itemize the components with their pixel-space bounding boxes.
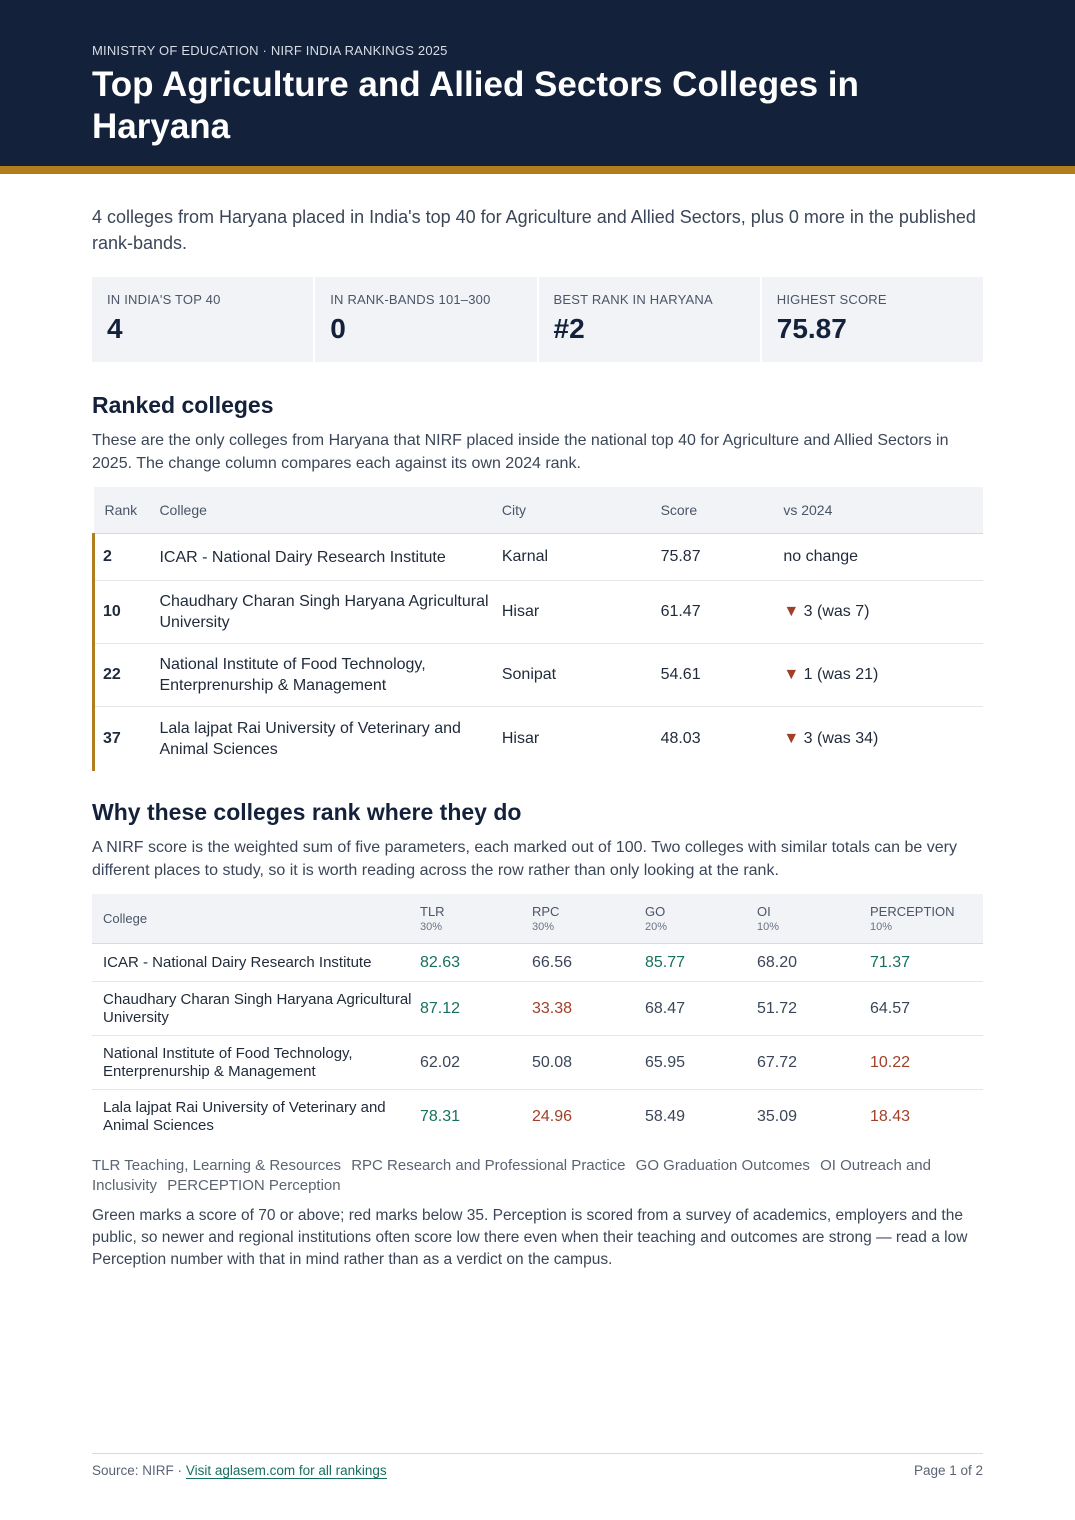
college-cell: Lala lajpat Rai University of Veterinary and Animal Sciences — [103, 1098, 386, 1134]
score-cell: 61.47 — [661, 581, 784, 644]
param-weight: 10% — [757, 921, 780, 933]
score-cell: 58.49 — [645, 1107, 686, 1125]
ranked-colleges-table — [92, 487, 983, 771]
legend-item: GO Graduation Outcomes — [635, 1157, 810, 1174]
rankings-link[interactable]: Visit aglasem.com for all rankings — [185, 1463, 387, 1478]
intro-text: 4 colleges from Haryana placed in India's top 40 for Agriculture and Allied Sectors, plus 0 more in the published rank-bands. — [92, 207, 976, 253]
score-cell: 10.22 — [870, 1036, 983, 1090]
score-cell: 35.09 — [757, 1107, 798, 1125]
college-cell: Chaudhary Charan Singh Haryana Agricultural University — [92, 982, 420, 1036]
score-cell: 67.72 — [757, 1036, 870, 1090]
college-cell: ICAR - National Dairy Research Institute — [159, 534, 501, 581]
stat-value: #2 — [553, 313, 585, 344]
table-header-row — [94, 487, 984, 534]
color-note: Green marks a score of 70 or above; red marks below 35. Perception is scored from a survey of academics, employers and the public, so newer and regional institutions often score low there even when their teaching and outcomes are strong — read a low Perception number with that in mind rather than as a verdict on the campus. — [92, 1207, 968, 1268]
city-cell: Hisar — [502, 581, 661, 644]
city-cell: Hisar — [501, 729, 540, 747]
score-cell: 18.43 — [870, 1107, 911, 1125]
param-name: OI — [757, 904, 771, 919]
score-cell: 87.12 — [420, 982, 532, 1036]
footer-divider — [92, 1453, 983, 1454]
stat-card-top40 — [92, 277, 313, 362]
column-header: College — [92, 894, 420, 944]
change-cell — [783, 644, 983, 707]
score-cell: 66.56 — [532, 944, 645, 982]
param-weight: 10% — [870, 921, 893, 933]
down-arrow-icon: ▼ — [783, 666, 800, 683]
legend-item: PERCEPTION Perception — [167, 1177, 341, 1194]
change-cell — [783, 534, 983, 581]
rank-cell: 22 — [94, 644, 160, 707]
param-weight: 30% — [532, 921, 555, 933]
score-cell: 48.03 — [660, 729, 701, 747]
table-row — [94, 707, 984, 771]
score-cell: 51.72 — [757, 982, 870, 1036]
table-row — [92, 1036, 983, 1090]
column-header: College — [159, 487, 501, 534]
legend-item: OI Outreach and Inclusivity — [92, 1157, 931, 1194]
param-name: RPC — [532, 904, 560, 919]
change-text: 3 (was 34) — [803, 729, 879, 747]
footer-separator: · — [177, 1463, 183, 1478]
stats-row — [92, 277, 983, 362]
score-cell: 24.96 — [532, 1107, 573, 1125]
change-text: 1 (was 21) — [803, 666, 879, 683]
source-text: Source: NIRF — [92, 1463, 174, 1478]
table-row — [92, 982, 983, 1036]
college-cell: Chaudhary Charan Singh Haryana Agricultural University — [159, 581, 501, 644]
param-name: PERCEPTION — [870, 904, 955, 919]
footer-source — [92, 1463, 387, 1478]
param-name: TLR — [420, 904, 445, 919]
college-cell: ICAR - National Dairy Research Institute — [92, 944, 420, 982]
table-row — [94, 644, 984, 707]
city-cell: Sonipat — [502, 644, 661, 707]
change-text: 3 (was 7) — [803, 603, 870, 620]
stat-card-best-rank — [539, 277, 760, 362]
param-name: GO — [645, 904, 666, 919]
score-cell: 62.02 — [420, 1036, 532, 1090]
column-header: vs 2024 — [783, 487, 983, 534]
stat-value: 0 — [330, 313, 346, 344]
stat-label: HIGHEST SCORE — [776, 292, 887, 307]
column-header: City — [502, 487, 661, 534]
stat-label: BEST RANK IN HARYANA — [553, 292, 713, 307]
score-cell: 71.37 — [870, 944, 983, 982]
table-header-row — [92, 894, 983, 944]
header-eyebrow: MINISTRY OF EDUCATION · NIRF INDIA RANKINGS 2025 — [92, 43, 448, 58]
score-cell: 75.87 — [661, 534, 784, 581]
rank-cell: 10 — [94, 581, 160, 644]
column-header: Score — [661, 487, 784, 534]
score-cell: 82.63 — [420, 944, 532, 982]
college-cell: National Institute of Food Technology, Enterprenurship & Management — [159, 644, 501, 707]
score-cell: 78.31 — [420, 1107, 461, 1125]
rank-cell: 2 — [94, 534, 160, 581]
params-heading: Why these colleges rank where they do — [92, 799, 522, 825]
score-cell: 64.57 — [870, 982, 983, 1036]
stat-card-highest-score — [762, 277, 983, 362]
param-weight: 20% — [645, 921, 668, 933]
column-header-oi — [757, 894, 870, 944]
table-row — [92, 1090, 983, 1144]
college-cell: Lala lajpat Rai University of Veterinary and Animal Sciences — [159, 719, 461, 758]
stat-value: 75.87 — [776, 313, 847, 344]
column-header-perception — [870, 894, 983, 944]
legend-item: RPC Research and Professional Practice — [351, 1157, 626, 1174]
stat-value: 4 — [107, 313, 123, 344]
city-cell: Karnal — [502, 534, 661, 581]
rank-cell: 37 — [94, 707, 160, 771]
down-arrow-icon: ▼ — [783, 729, 800, 747]
score-cell: 68.47 — [645, 982, 757, 1036]
score-cell: 33.38 — [532, 982, 645, 1036]
stat-label: IN RANK-BANDS 101–300 — [330, 292, 491, 307]
column-header-go — [645, 894, 757, 944]
stat-label: IN INDIA'S TOP 40 — [107, 292, 221, 307]
column-header-tlr — [420, 894, 532, 944]
column-header-rpc — [532, 894, 645, 944]
down-arrow-icon: ▼ — [783, 603, 800, 620]
change-text: no change — [783, 548, 859, 565]
parameter-legend — [92, 1156, 982, 1196]
legend-item: TLR Teaching, Learning & Resources — [92, 1157, 342, 1174]
score-cell: 68.20 — [757, 944, 870, 982]
param-weight: 30% — [420, 921, 443, 933]
change-cell — [783, 581, 983, 644]
params-description: A NIRF score is the weighted sum of five parameters, each marked out of 100. Two colleges with similar totals can be very different places to study, so it is worth reading across the row rather than only looking at the rank. — [92, 839, 957, 879]
score-cell: 85.77 — [645, 944, 757, 982]
parameters-table — [92, 894, 983, 1144]
table-row — [92, 944, 983, 982]
table-row — [94, 534, 984, 581]
change-cell — [783, 707, 983, 771]
page-number: Page 1 of 2 — [913, 1463, 983, 1478]
score-cell: 54.61 — [661, 644, 784, 707]
ranked-heading: Ranked colleges — [92, 392, 274, 418]
stat-card-rank-bands — [315, 277, 536, 362]
header-accent-rule — [0, 166, 1075, 174]
ranked-description: These are the only colleges from Haryana that NIRF placed inside the national top 40 for Agriculture and Allied Sectors in 2025. The change column compares each against its own 2024 rank. — [92, 432, 949, 472]
column-header: Rank — [94, 487, 160, 534]
page-title: Top Agriculture and Allied Sectors Colleges in Haryana — [92, 65, 859, 146]
score-cell: 65.95 — [645, 1036, 757, 1090]
college-cell: National Institute of Food Technology, Enterprenurship & Management — [92, 1036, 420, 1090]
score-cell: 50.08 — [532, 1036, 645, 1090]
table-row — [94, 581, 984, 644]
page-header — [0, 0, 1075, 166]
